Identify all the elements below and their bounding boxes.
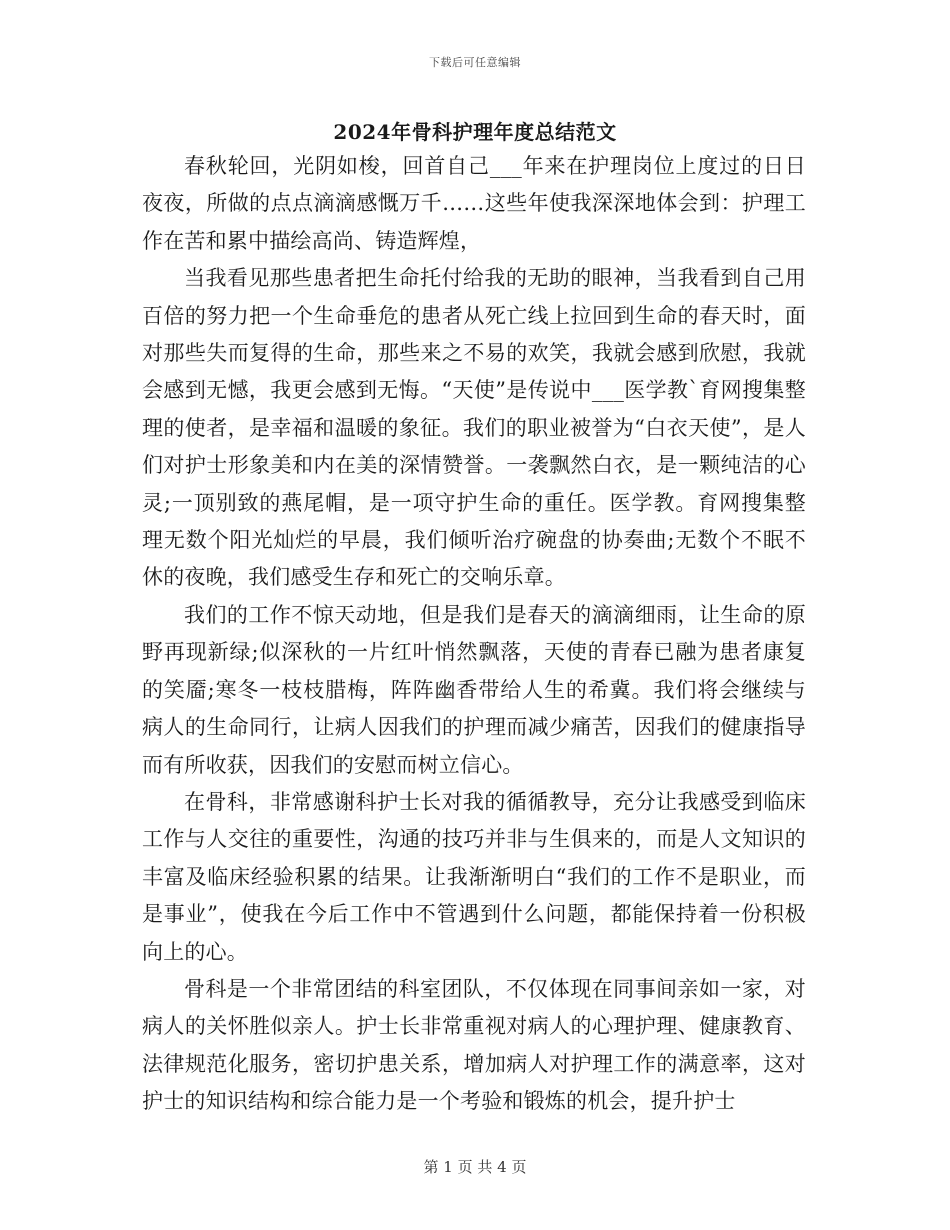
- paragraph: 骨科是一个非常团结的科室团队，不仅体现在同事间亲如一家，对病人的关怀胜似亲人。护士长非常重视对病人的心理护理、健康教育、法律规范化服务，密切护患关系，增加病人对护理工作的满意率，这对护士的知识结构和综合能力是一个考验和锻炼的机会，提升护士: [142, 976, 806, 1114]
- document-title: 2024年骨科护理年度总结范文: [333, 120, 617, 144]
- document-body: [142, 148, 806, 1121]
- paragraph: 在骨科，非常感谢科护士长对我的循循教导，充分让我感受到临床工作与人交往的重要性，沟通的技巧并非与生俱来的，而是人文知识的丰富及临床经验积累的结果。让我渐渐明白“我们的工作不是职业，而是事业”，使我在今后工作中不管遇到什么问题，都能保持着一份积极向上的心。: [142, 789, 806, 964]
- paragraph: 当我看见那些患者把生命托付给我的无助的眼神，当我看到自己用百倍的努力把一个生命垂危的患者从死亡线上拉回到生命的春天时，面对那些失而复得的生命，那些来之不易的欢笑，我就会感到欣慰，我就会感到无憾，我更会感到无悔。“天使”是传说中___医学教`育网搜集整理的使者，是幸福和温暖的象征。我们的职业被誉为“白衣天使”，是人们对护士形象美和内在美的深情赞誉。一袭飘然白衣，是一颗纯洁的心灵;一顶别致的燕尾帽，是一项守护生命的重任。医学教。育网搜集整理无数个阳光灿烂的早晨，我们倾听治疗碗盘的协奏曲;无数个不眠不休的夜晚，我们感受生存和死亡的交响乐章。: [142, 266, 806, 590]
- paragraph: 我们的工作不惊天动地，但是我们是春天的滴滴细雨，让生命的原野再现新绿;似深秋的一片红叶悄然飘落，天使的青春已融为患者康复的笑靥;寒冬一枝枝腊梅，阵阵幽香带给人生的希冀。我们将会继续与病人的生命同行，让病人因我们的护理而减少痛苦，因我们的健康指导而有所收获，因我们的安慰而树立信心。: [142, 602, 806, 777]
- paragraph: 春秋轮回，光阴如梭，回首自己___年来在护理岗位上度过的日日夜夜，所做的点点滴滴感慨万千……这些年使我深深地体会到：护理工作在苦和累中描绘高尚、铸造辉煌，: [142, 154, 806, 253]
- page-footer: 第 1 页 共 4 页: [423, 1158, 527, 1176]
- page-header: 下载后可任意编辑: [429, 56, 521, 69]
